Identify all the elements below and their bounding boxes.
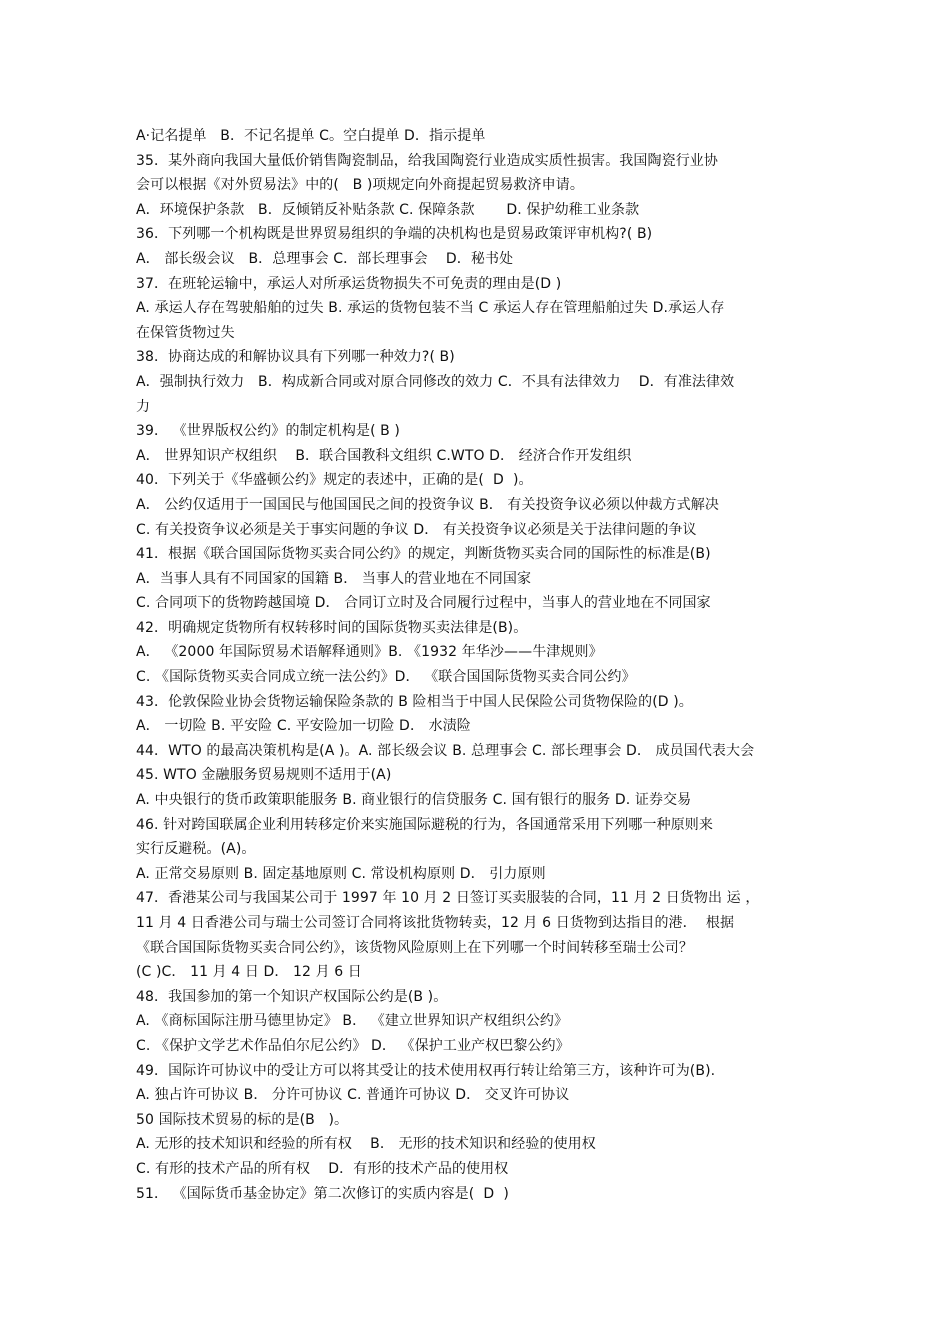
text-line: C. 《国际货物买卖合同成立统一法公约》D． 《联合国国际货物买卖合同公约》 bbox=[136, 669, 636, 686]
text-line: A. 《商标国际注册马德里协定》 B． 《建立世界知识产权组织公约》 bbox=[136, 1013, 569, 1030]
text-line: A. 中央银行的货币政策职能服务 B. 商业银行的信贷服务 C. 国有银行的服务 D. 证券交易 bbox=[136, 792, 692, 809]
text-line: A． 一切险 B. 平安险 C. 平安险加一切险 D． 水渍险 bbox=[136, 718, 471, 735]
text-line: A．强制执行效力 B．构成新合同或对原合同修改的效力 C．不具有法律效力 D．有准法律效 bbox=[136, 373, 735, 390]
text-line: 11 月 4 日香港公司与瑞士公司签订合同将该批货物转卖，12 月 6 日货物到达指目的港． 根据 bbox=[136, 915, 735, 931]
text-line: 47．香港某公司与我国某公司于 1997 年 10 月 2 日签订买卖服装的合同，11 月 2 日货物出 运 ， bbox=[136, 890, 760, 907]
text-line: 实行反避税。(A)。 bbox=[136, 841, 256, 858]
text-line: A． 世界知识产权组织 B．联合国教科文组织 C.WTO D． 经济合作开发组织 bbox=[136, 447, 632, 464]
text-line: C. 有关投资争议必须是关于事实问题的争议 D． 有关投资争议必须是关于法律问题的争议 bbox=[136, 521, 697, 538]
text-line: 51． 《国际货币基金协定》第二次修订的实质内容是( D ) bbox=[136, 1185, 509, 1202]
text-line: 48．我国参加的第一个知识产权国际公约是(B )。 bbox=[136, 988, 448, 1005]
text-line: (C )C． 11 月 4 日 D． 12 月 6 日 bbox=[136, 964, 362, 981]
text-line: A. 正常交易原则 B. 固定基地原则 C. 常设机构原则 D． 引力原则 bbox=[136, 865, 546, 882]
text-line: C. 有形的技术产品的所有权 D．有形的技术产品的使用权 bbox=[136, 1160, 509, 1177]
text-line: 42．明确规定货物所有权转移时间的国际货物买卖法律是(B)。 bbox=[136, 619, 528, 636]
text-line: 50 国际技术贸易的标的是(B )。 bbox=[136, 1111, 349, 1128]
text-line: 《联合国国际货物买卖合同公约》，该货物风险原则上在下列哪一个时间转移至瑞士公司？ bbox=[136, 939, 693, 956]
text-line: 40．下列关于《华盛顿公约》规定的表述中，正确的是( D )。 bbox=[136, 472, 533, 489]
text-line: 37．在班轮运输中，承运人对所承运货物损失不可免责的理由是(D ) bbox=[136, 275, 562, 292]
text-line: 在保管货物过失 bbox=[136, 324, 235, 341]
document-body bbox=[136, 124, 826, 1206]
text-line: 41．根据《联合国国际货物买卖合同公约》的规定，判断货物买卖合同的国际性的标准是(B) bbox=[136, 546, 711, 563]
text-line: 38．协商达成的和解协议具有下列哪一种效力?( B) bbox=[136, 349, 455, 366]
text-line: 44．WTO 的最高决策机构是(A )。A. 部长级会议 B. 总理事会 C. 部长理事会 D． 成员国代表大会 bbox=[136, 742, 755, 759]
text-line: 46. 针对跨国联属企业利用转移定价来实施国际避税的行为，各国通常采用下列哪一种原则来 bbox=[136, 816, 714, 833]
text-line: 会可以根据《对外贸易法》中的( B )项规定向外商提起贸易救济申请。 bbox=[136, 177, 584, 194]
text-line: 43．伦敦保险业协会货物运输保险条款的 B 险相当于中国人民保险公司货物保险的(D )。 bbox=[136, 693, 693, 710]
text-line: A. 无形的技术知识和经验的所有权 B． 无形的技术知识和经验的使用权 bbox=[136, 1136, 596, 1153]
text-line: 36．下列哪一个机构既是世界贸易组织的争端的决机构也是贸易政策评审机构?( B) bbox=[136, 226, 653, 243]
text-line: A. 承运人存在驾驶船舶的过失 B. 承运的货物包装不当 C 承运人存在管理船舶过失 D.承运人存 bbox=[136, 300, 725, 317]
text-line: 力 bbox=[136, 398, 151, 415]
text-line: 49．国际许可协议中的受让方可以将其受让的技术使用权再行转让给第三方，该种许可为(B). bbox=[136, 1062, 716, 1079]
text-line: A. 独占许可协议 B． 分许可协议 C. 普通许可协议 D． 交叉许可协议 bbox=[136, 1087, 570, 1104]
text-line: A·记名提单 B．不记名提单 C。空白提单 D．指示提单 bbox=[136, 128, 486, 144]
text-line: A． 部长级会议 B．总理事会 C．部长理事会 D．秘书处 bbox=[136, 250, 514, 267]
text-line: A． 公约仅适用于一国国民与他国国民之间的投资争议 B． 有关投资争议必须以仲裁方式解决 bbox=[136, 496, 719, 513]
text-line: A． 《2000 年国际贸易术语解释通则》B. 《1932 年华沙——牛津规则》 bbox=[136, 644, 603, 661]
text-line: C. 《保护文学艺术作品伯尔尼公约》 D． 《保护工业产权巴黎公约》 bbox=[136, 1037, 570, 1054]
text-line: A．当事人具有不同国家的国籍 B． 当事人的营业地在不同国家 bbox=[136, 570, 532, 587]
text-line: 45. WTO 金融服务贸易规则不适用于(A) bbox=[136, 767, 392, 784]
text-line: A．环境保护条款 B．反倾销反补贴条款 C. 保障条款 D. 保护幼稚工业条款 bbox=[136, 201, 640, 218]
text-line: C. 合同项下的货物跨越国境 D． 合同订立时及合同履行过程中，当事人的营业地在不同国家 bbox=[136, 595, 711, 612]
text-line: 35．某外商向我国大量低价销售陶瓷制品，给我国陶瓷行业造成实质性损害。我国陶瓷行业协 bbox=[136, 152, 719, 169]
text-line: 39． 《世界版权公约》的制定机构是( B ) bbox=[136, 423, 400, 440]
